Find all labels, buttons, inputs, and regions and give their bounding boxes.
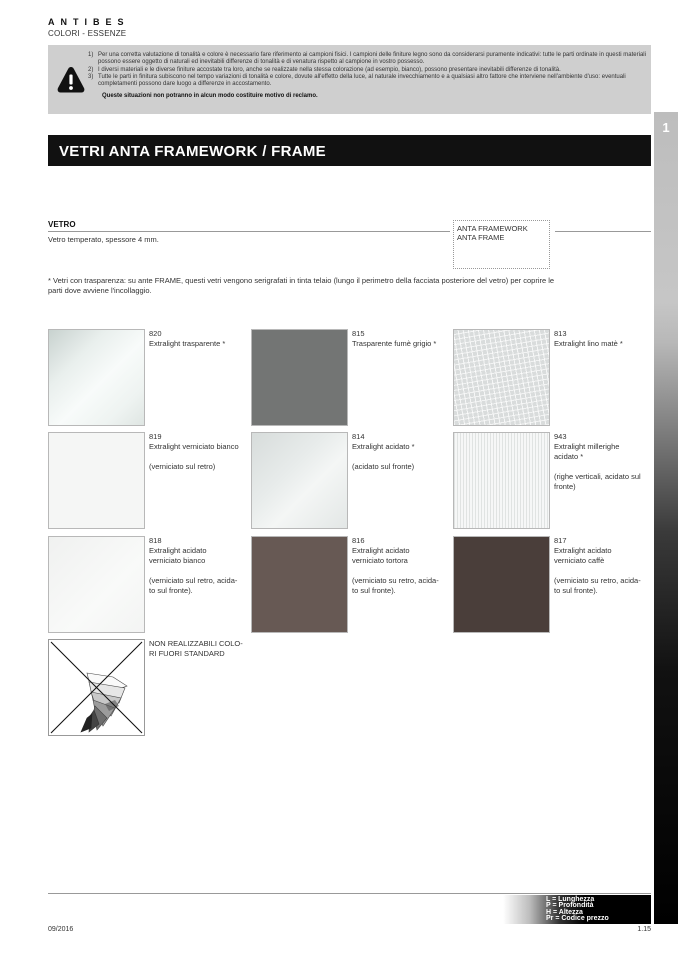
swatch-label-813 [554, 329, 654, 349]
title-bar [48, 135, 651, 166]
footer-rule [48, 893, 651, 894]
legend-item: Pr = Codice prezzo [546, 914, 609, 922]
swatch-code: 817 [554, 536, 567, 545]
page-number: 1.15 [637, 926, 651, 933]
section-rule-left [48, 231, 450, 232]
swatch-817 [453, 536, 550, 633]
notice-note-2 [88, 67, 648, 74]
dimension-legend [503, 895, 651, 924]
swatch-code: 819 [149, 432, 162, 441]
note-text: I diversi materiali e le diverse finiture accostate tra loro, anche se realizzate nella stessa colorazione (ad esempio, bianco), possono presentare inevitabili differenze di tonalità. [98, 66, 561, 73]
swatch-name: Extralight acidato [554, 546, 612, 555]
legend-item: P = Profondità [546, 902, 594, 910]
swatch-note: to sul fronte). [554, 586, 598, 595]
swatch-code: 943 [554, 432, 567, 441]
swatch-note: to sul fronte). [352, 586, 396, 595]
swatch-name: Extralight acidato [352, 546, 410, 555]
non-standard-swatch [48, 639, 145, 736]
notice-note-1 [88, 52, 648, 67]
swatch-819 [48, 432, 145, 529]
note-text: Tutte le parti in finitura subiscono nel tempo variazioni di tonalità e colore, dovute all'effetto della luce, al naturale invecchiamento e a qualsiasi altro fattore che interviene nell'ambiente d'uso: eventuali completamenti possono dare luogo a differenze in accostamento. [98, 73, 626, 88]
swatch-label-819 [149, 432, 249, 472]
swatch-label-814 [352, 432, 452, 472]
non-standard-text: RI FUORI STANDARD [149, 649, 225, 658]
swatch-943 [453, 432, 550, 529]
swatch-note: (verniciato su retro, acida- [352, 576, 439, 585]
section-label: VETRO [48, 220, 76, 229]
swatch-name: Trasparente fumè grigio * [352, 339, 437, 348]
swatch-name: Extralight verniciato bianco [149, 442, 239, 451]
notice-note-3 [88, 74, 648, 89]
swatch-820 [48, 329, 145, 426]
swatch-818 [48, 536, 145, 633]
swatch-code: 814 [352, 432, 365, 441]
legend-item: L = Lunghezza [546, 896, 595, 903]
swatch-name: verniciato tortora [352, 556, 408, 565]
swatch-label-816 [352, 536, 452, 596]
swatch-note: (verniciato sul retro) [149, 462, 216, 471]
section-description: Vetro temperato, spessore 4 mm. [48, 235, 159, 244]
swatch-code: 816 [352, 536, 365, 545]
warning-icon [56, 65, 86, 95]
swatch-label-818 [149, 536, 249, 596]
swatch-name: Extralight trasparente * [149, 339, 226, 348]
swatch-813 [453, 329, 550, 426]
brand-name: ANTIBES [48, 17, 130, 27]
page-title: VETRI ANTA FRAMEWORK / FRAME [59, 143, 326, 160]
notice-disclaimer: Queste situazioni non potranno in alcun modo costituire motivo di reclamo. [102, 93, 318, 100]
section-rule-right [555, 231, 651, 232]
section-tab [654, 112, 678, 924]
note-number: 2) [88, 66, 94, 73]
section-tab-number: 1 [662, 120, 670, 135]
note-text: Per una corretta valutazione di tonalità e colore è necessario fare riferimento ai campioni fisici. I campioni delle finiture legno sono da considerarsi puramente indicativi: tutte le parti ordinate in questi materiali possono essere oggetto di naturali ed inevitabili differenze di tonalità e di venatura rispetto al campione in vostro possesso. [98, 52, 646, 66]
swatch-note: (verniciato su retro, acida- [554, 576, 641, 585]
swatch-name: acidato * [554, 452, 584, 461]
applies-to-box [453, 220, 550, 269]
non-standard-text: NON REALIZZABILI COLO- [149, 639, 243, 648]
footnote: * Vetri con trasparenza: su ante FRAME, questi vetri vengono serigrafati in tinta telaio (lungo il perimetro della facciata posteriore del vetro) per coprire le parti dove avviene l'incollaggio. [48, 276, 555, 295]
swatch-name: Extralight millerighe [554, 442, 620, 451]
swatch-label-815 [352, 329, 452, 349]
legend-item: H = Altezza [546, 908, 583, 916]
note-number: 3) [88, 73, 94, 80]
swatch-note: (acidato sul fronte) [352, 462, 415, 471]
swatch-name: verniciato bianco [149, 556, 206, 565]
swatch-note: (verniciato sul retro, acida- [149, 576, 238, 585]
swatch-name: Extralight acidato [149, 546, 207, 555]
swatch-label-820 [149, 329, 249, 349]
footer-date: 09/2016 [48, 926, 74, 933]
swatch-name: Extralight acidato * [352, 442, 415, 451]
swatch-code: 813 [554, 329, 567, 338]
swatch-label-817 [554, 536, 654, 596]
color-fan-crossed-icon [49, 640, 144, 735]
non-standard-label [149, 639, 249, 659]
swatch-label-943 [554, 432, 654, 492]
swatch-name: Extralight lino matè * [554, 339, 623, 348]
swatch-814 [251, 432, 348, 529]
swatch-note: fronte) [554, 482, 576, 491]
swatch-code: 820 [149, 329, 162, 338]
swatch-815 [251, 329, 348, 426]
swatch-name: verniciato caffè [554, 556, 605, 565]
applies-to-line: ANTA FRAMEWORK [457, 224, 528, 233]
brand-subtitle: COLORI - ESSENZE [48, 29, 127, 38]
swatch-note: (righe verticali, acidato sul [554, 472, 641, 481]
notice-box [48, 45, 651, 114]
swatch-code: 818 [149, 536, 162, 545]
applies-to-line: ANTA FRAME [457, 233, 505, 242]
swatch-note: to sul fronte). [149, 586, 193, 595]
note-number: 1) [88, 52, 94, 58]
swatch-816 [251, 536, 348, 633]
notice-notes [88, 52, 648, 101]
swatch-code: 815 [352, 329, 365, 338]
